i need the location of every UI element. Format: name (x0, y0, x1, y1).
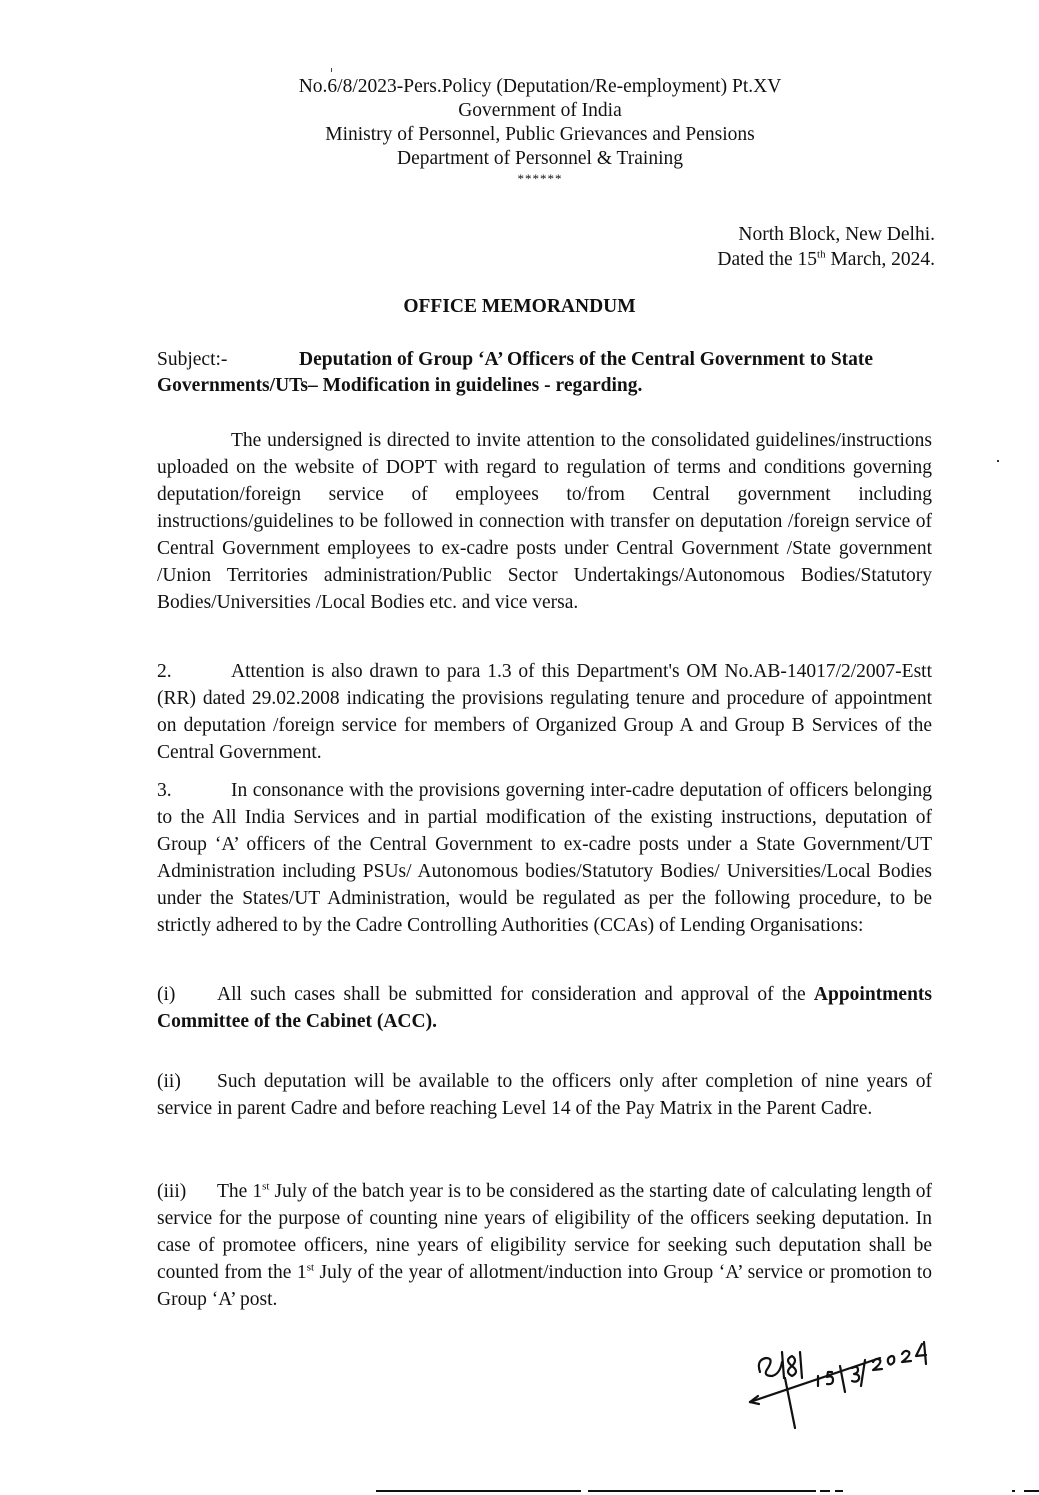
clause-i: (i) All such cases shall be submitted for consideration and approval of the Appointments Committee of the Cabinet (ACC). (157, 981, 932, 1035)
acc-emphasis: Appointments Committee of the Cabinet (ACC). (157, 984, 932, 1032)
clause-number: (iii) (157, 1181, 187, 1202)
government-name: Government of India (458, 100, 622, 121)
clause-number: (ii) (157, 1071, 181, 1092)
department-name: Department of Personnel & Training (397, 148, 683, 169)
clause-number: (i) (157, 984, 176, 1005)
paragraph-3: 3. In consonance with the provisions governing inter-cadre deputation of officers belonging to the All India Services and in partial modification of the existing instructions, deputation of Group ‘A’ officers of the Central Government to ex-cadre posts under a State Government/UT Administration including PSUs/ Autonomous bodies/Statutory Bodies/ Universities/Local Bodies under the States/UT Administration, would be regulated as per the following procedure, to be strictly adhered to by the Cadre Controlling Authorities (CCAs) of Lending Organisations: (157, 777, 932, 939)
footer-rule (1012, 1490, 1015, 1492)
clause-ii: (ii) Such deputation will be available to the officers only after completion of nine years of service in parent Cadre and before reaching Level 14 of the Pay Matrix in the Parent Cadre. (157, 1068, 932, 1122)
separator-stars: ****** (517, 171, 563, 186)
scan-mark (331, 68, 332, 72)
place: North Block, New Delhi. (738, 224, 935, 245)
scan-speck (997, 460, 999, 462)
ministry-name: Ministry of Personnel, Public Grievances and Pensions (325, 124, 755, 145)
paragraph-2: 2. Attention is also drawn to para 1.3 of this Department's OM No.AB-14017/2/2007-Estt (RR) dated 29.02.2008 indicating the provisions regulating tenure and procedure of appointment on deputation /foreign service for members of Organized Group A and Group B Services of the Central Government. (157, 658, 932, 766)
footer-rule (588, 1490, 816, 1492)
file-number: No.6/8/2023-Pers.Policy (Deputation/Re-employment) Pt.XV (298, 76, 782, 97)
letterhead (280, 75, 800, 187)
subject-block (157, 347, 932, 399)
date: Dated the 15th March, 2024. (717, 248, 935, 270)
paragraph-number: 3. (157, 780, 172, 801)
handwritten-signature (740, 1330, 970, 1440)
footer-rule (835, 1490, 843, 1492)
subject-text: Deputation of Group ‘A’ Officers of the Central Government to State Governments/UTs– Modification in guidelines - regarding. (157, 349, 874, 396)
clause-iii: (iii) The 1st July of the batch year is to be considered as the starting date of calculating length of service for the purpose of counting nine years of eligibility of the officers seeking deputation. In case of promotee officers, nine years of eligibility service for seeking such deputation shall be counted from the 1st July of the year of allotment/induction into Group ‘A’ service or promotion to Group ‘A’ post. (157, 1178, 932, 1313)
paragraph-number: 2. (157, 661, 172, 682)
paragraph-1: The undersigned is directed to invite attention to the consolidated guidelines/instructions uploaded on the website of DOPT with regard to regulation of terms and conditions governing deputation/foreign service of employees to/from Central government including instructions/guidelines to be followed in connection with transfer on deputation /foreign service of Central Government employees to ex-cadre posts under Central Government /State government /Union Territories administration/Public Sector Undertakings/Autonomous Bodies/Statutory Bodies/Universities /Local Bodies etc. and vice versa. (157, 430, 932, 613)
document-title: OFFICE MEMORANDUM (403, 296, 636, 317)
footer-rule (1024, 1490, 1039, 1492)
place-date-block (717, 222, 935, 272)
footer-rule (820, 1490, 830, 1492)
subject-label: Subject:- (157, 349, 228, 370)
footer-rule (376, 1490, 581, 1492)
